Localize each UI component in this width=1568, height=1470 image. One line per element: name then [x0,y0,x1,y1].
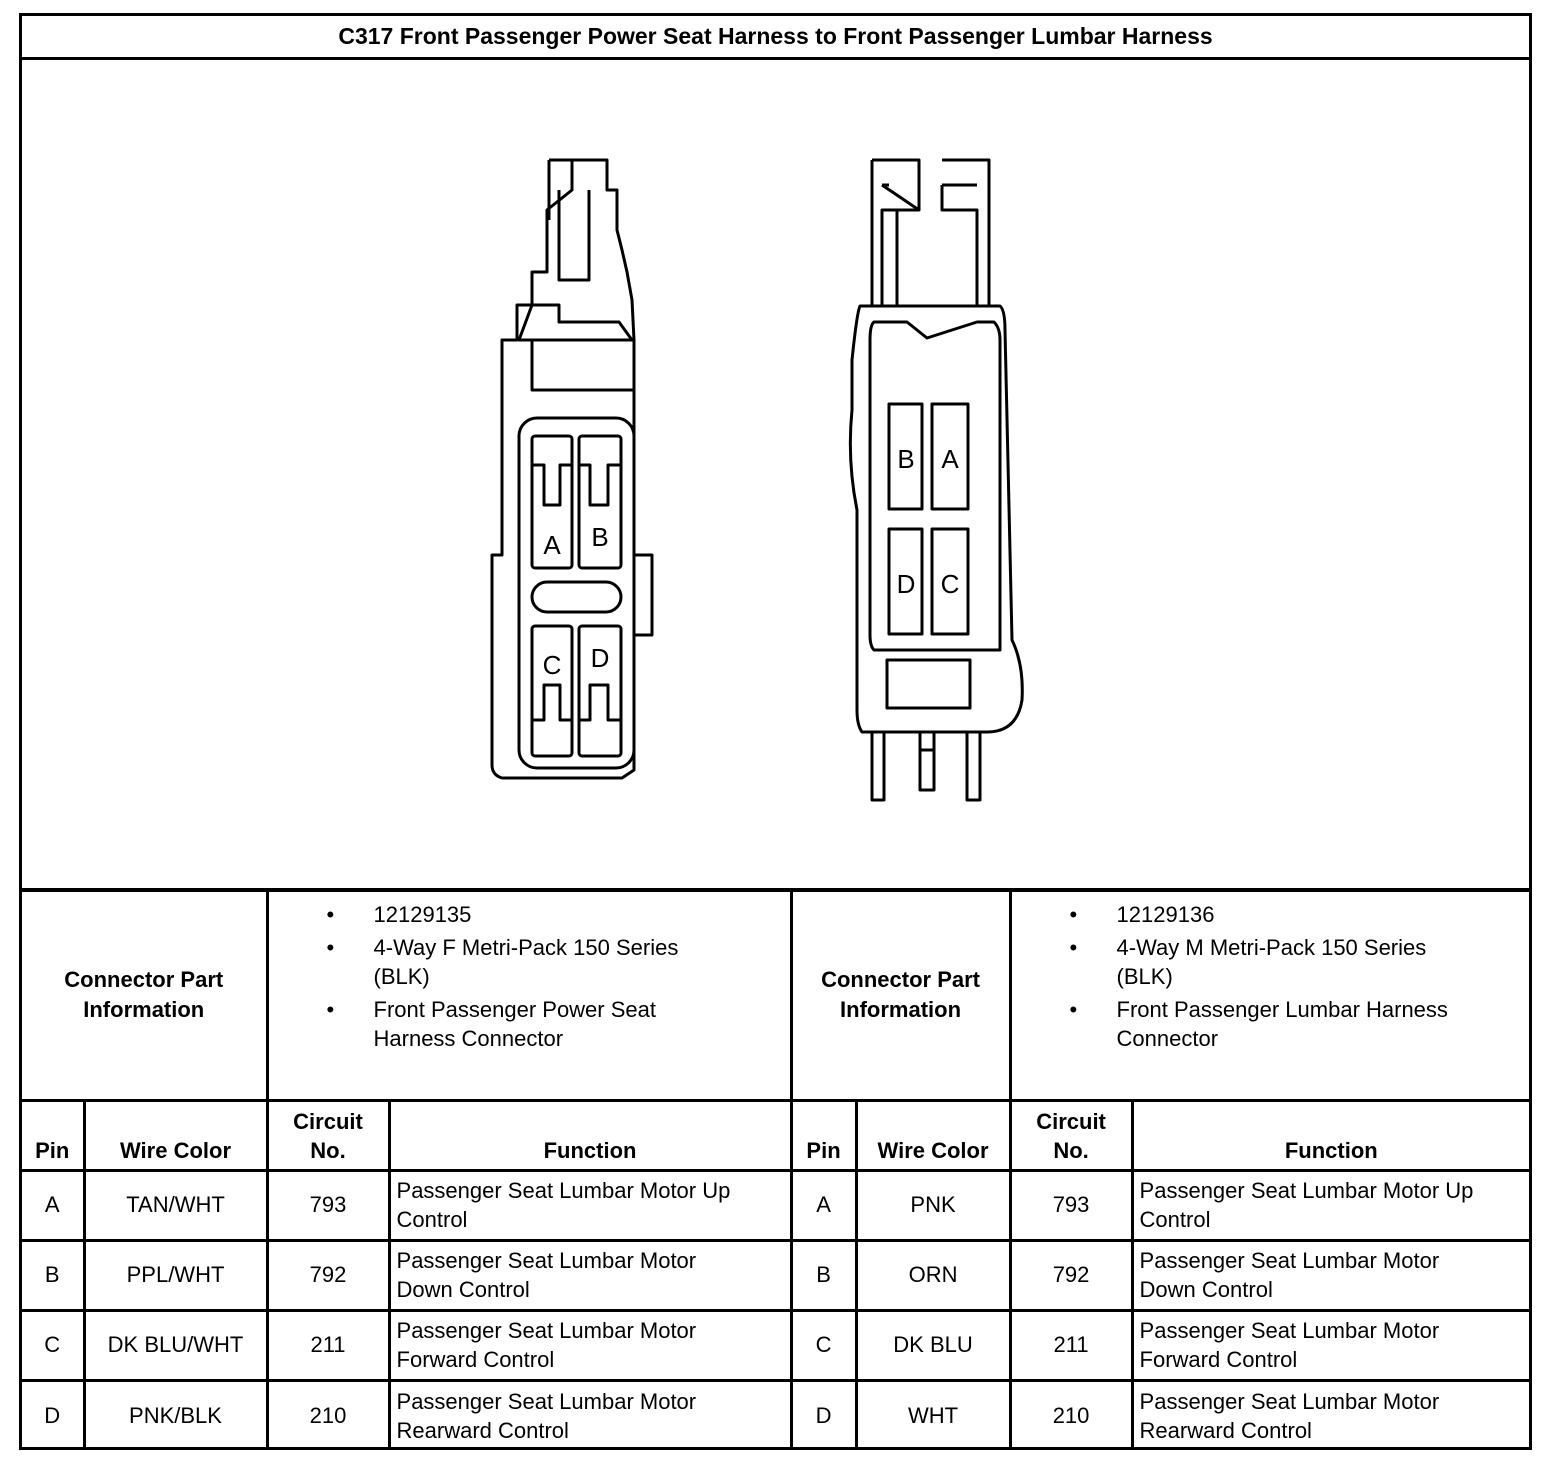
function-cell: Passenger Seat Lumbar Motor Up Control [389,1170,791,1240]
function-cell: Passenger Seat Lumbar Motor Rearward Control [1132,1380,1529,1450]
connector-pinout-table [22,892,1529,1450]
pin-cell: A [791,1170,856,1240]
pin-cell: D [22,1380,84,1450]
connector-drawing [22,60,1529,888]
male-pin-label-c: C [940,569,960,599]
pin-cell: D [791,1380,856,1450]
circuit-cell: 210 [1010,1380,1132,1450]
function-cell: Passenger Seat Lumbar Motor Forward Control [1132,1310,1529,1380]
pin-cell: C [22,1310,84,1380]
male-pin-label-d: D [896,569,916,599]
female-pin-label-b: B [591,522,609,552]
table-row [22,1380,1529,1450]
circuit-cell: 793 [267,1170,389,1240]
connector-part-details-2 [1010,892,1529,1100]
wire-color-cell: PNK [856,1170,1010,1240]
circuit-cell: 793 [1010,1170,1132,1240]
circuit-cell: 792 [1010,1240,1132,1310]
connector-description: • Front Passenger Lumbar Harness Connector [1012,995,1523,1053]
wire-color-cell: TAN/WHT [84,1170,267,1240]
connector-type: • 4-Way F Metri-Pack 150 Series (BLK) [269,933,784,991]
wire-color-cell: PNK/BLK [84,1380,267,1450]
col-header-function: Function [389,1100,791,1170]
col-header-wire-color: Wire Color [84,1100,267,1170]
page-title: C317 Front Passenger Power Seat Harness to Front Passenger Lumbar Harness [22,16,1529,60]
connector-description: • Front Passenger Power Seat Harness Connector [269,995,784,1053]
male-pin-label-a: A [941,444,959,474]
connector-part-details-1 [267,892,791,1100]
col-header-function: Function [1132,1100,1529,1170]
connector-part-heading-1: Connector Part Information [22,892,267,1100]
connector-part-heading-2: Connector Part Information [791,892,1010,1100]
function-cell: Passenger Seat Lumbar Motor Down Control [389,1240,791,1310]
female-pin-label-c: C [542,650,562,680]
part-number: • 12129136 [1012,900,1523,929]
table-row [22,1240,1529,1310]
female-connector [492,160,652,778]
circuit-cell: 211 [1010,1310,1132,1380]
connector-illustration [22,60,1529,892]
male-pin-label-b: B [897,444,915,474]
diagram-frame [19,13,1532,1450]
wire-color-cell: ORN [856,1240,1010,1310]
table-header-row [22,1100,1529,1170]
function-cell: Passenger Seat Lumbar Motor Down Control [1132,1240,1529,1310]
pin-cell: B [22,1240,84,1310]
pin-cell: A [22,1170,84,1240]
connector-type: • 4-Way M Metri-Pack 150 Series (BLK) [1012,933,1523,991]
female-pin-label-d: D [590,643,610,673]
wire-color-cell: PPL/WHT [84,1240,267,1310]
male-connector [850,160,1022,800]
circuit-cell: 792 [267,1240,389,1310]
function-cell: Passenger Seat Lumbar Motor Rearward Control [389,1380,791,1450]
wire-color-cell: DK BLU [856,1310,1010,1380]
connector-info-row [22,892,1529,1100]
wire-color-cell: DK BLU/WHT [84,1310,267,1380]
pin-cell: B [791,1240,856,1310]
col-header-pin: Pin [22,1100,84,1170]
circuit-cell: 211 [267,1310,389,1380]
pin-cell: C [791,1310,856,1380]
col-header-circuit: Circuit No. [1010,1100,1132,1170]
table-row [22,1310,1529,1380]
part-number: • 12129135 [269,900,784,929]
female-pin-label-a: A [543,530,561,560]
wire-color-cell: WHT [856,1380,1010,1450]
circuit-cell: 210 [267,1380,389,1450]
col-header-wire-color: Wire Color [856,1100,1010,1170]
col-header-pin: Pin [791,1100,856,1170]
function-cell: Passenger Seat Lumbar Motor Forward Control [389,1310,791,1380]
table-row [22,1170,1529,1240]
col-header-circuit: Circuit No. [267,1100,389,1170]
function-cell: Passenger Seat Lumbar Motor Up Control [1132,1170,1529,1240]
